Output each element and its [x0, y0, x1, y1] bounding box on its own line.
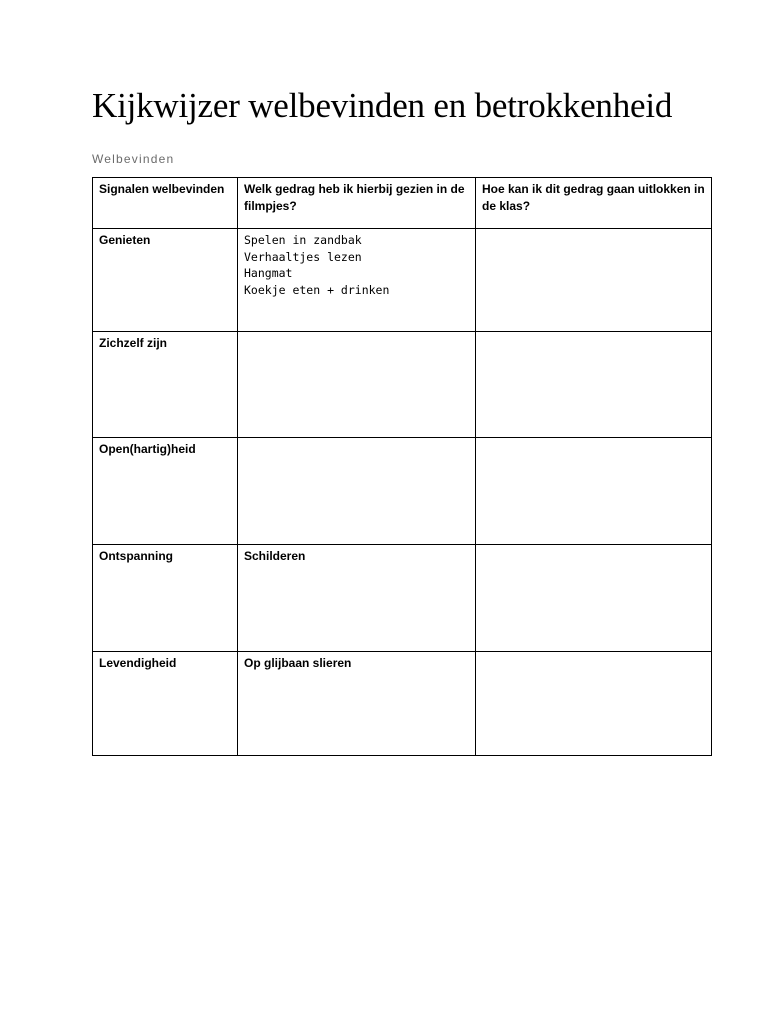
observed-item: Verhaaltjes lezen	[244, 249, 362, 264]
observed-item: Hangmat	[244, 266, 293, 280]
observed-cell	[238, 229, 476, 332]
observation-table	[92, 177, 712, 756]
evoke-cell	[476, 652, 712, 756]
signal-cell: Open(hartig)heid	[93, 438, 238, 545]
column-header-evoke-behavior: Hoe kan ik dit gedrag gaan uitlokken in de klas?	[476, 178, 712, 229]
observed-cell	[238, 332, 476, 438]
observed-item: Spelen in zandbak	[244, 233, 362, 247]
evoke-cell	[476, 545, 712, 652]
column-header-signals: Signalen welbevinden	[93, 178, 238, 229]
page-title: Kijkwijzer welbevinden en betrokkenheid	[92, 86, 673, 125]
table-row	[93, 545, 712, 652]
table-row	[93, 652, 712, 756]
observed-cell	[238, 438, 476, 545]
signal-cell: Zichzelf zijn	[93, 332, 238, 438]
observed-item: Op glijbaan slieren	[244, 656, 352, 670]
evoke-cell	[476, 332, 712, 438]
evoke-cell	[476, 229, 712, 332]
evoke-cell	[476, 438, 712, 545]
observed-item: Koekje eten + drinken	[244, 282, 390, 297]
section-heading: Welbevinden	[92, 152, 175, 166]
signal-cell: Genieten	[93, 229, 238, 332]
observed-item: Schilderen	[244, 549, 306, 563]
table-row	[93, 438, 712, 545]
column-header-observed-behavior: Welk gedrag heb ik hierbij gezien in de filmpjes?	[238, 178, 476, 229]
observed-cell	[238, 545, 476, 652]
table-row	[93, 332, 712, 438]
observed-cell	[238, 652, 476, 756]
table-row	[93, 229, 712, 332]
signal-cell: Levendigheid	[93, 652, 238, 756]
signal-cell: Ontspanning	[93, 545, 238, 652]
table-header-row	[93, 178, 712, 229]
